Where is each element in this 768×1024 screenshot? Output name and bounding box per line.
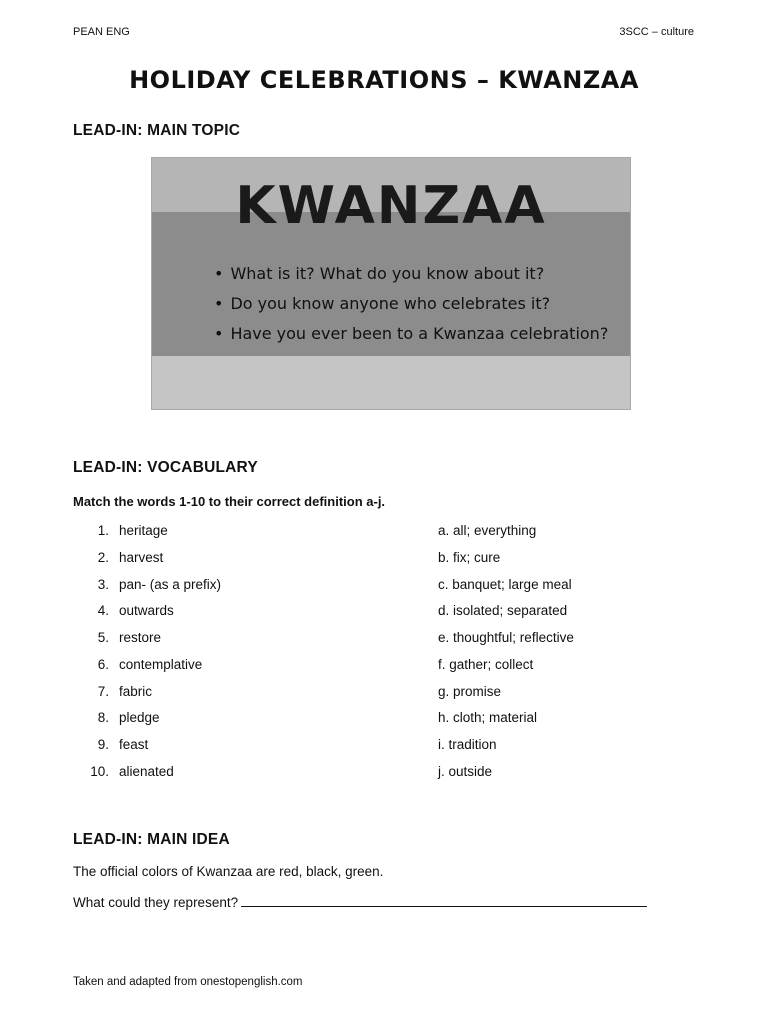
vocab-row — [73, 523, 633, 543]
word-number: 1. — [97, 523, 109, 538]
section-heading-main-idea: LEAD-IN: MAIN IDEA — [73, 831, 230, 848]
vocab-word: fabric — [119, 684, 153, 699]
main-idea-question-line — [73, 894, 647, 910]
word-number: 7. — [97, 684, 109, 699]
vocabulary-instruction: Match the words 1-10 to their correct definition a-j. — [73, 494, 386, 509]
banner-question: • What is it? What do you know about it? — [214, 262, 608, 292]
word-number: 2. — [97, 550, 109, 565]
vocab-definition: i. tradition — [438, 737, 497, 752]
vocab-word: pledge — [119, 710, 160, 725]
word-number: 4. — [97, 603, 109, 618]
header-right: 3SCC – culture — [619, 26, 694, 38]
word-number: 10. — [90, 764, 109, 779]
main-idea-statement: The official colors of Kwanzaa are red, black, green. — [73, 864, 384, 879]
vocab-word: pan- (as a prefix) — [119, 577, 222, 592]
vocab-definition: c. banquet; large meal — [438, 577, 572, 592]
banner-heading: KWANZAA — [235, 176, 547, 236]
word-number: 5. — [97, 630, 109, 645]
vocab-row — [73, 603, 633, 623]
vocab-row — [73, 657, 633, 677]
vocab-definition: a. all; everything — [438, 523, 537, 538]
word-number: 3. — [97, 577, 109, 592]
kwanzaa-banner-image — [151, 157, 631, 410]
header-left: PEAN ENG — [73, 26, 130, 38]
vocab-definition: g. promise — [438, 684, 502, 699]
vocab-definition: b. fix; cure — [438, 550, 501, 565]
vocab-row — [73, 550, 633, 570]
vocab-row — [73, 710, 633, 730]
vocab-word: contemplative — [119, 657, 203, 672]
vocab-row — [73, 764, 633, 784]
word-number: 6. — [97, 657, 109, 672]
vocab-definition: j. outside — [438, 764, 493, 779]
vocab-row — [73, 577, 633, 597]
section-heading-vocabulary: LEAD-IN: VOCABULARY — [73, 459, 258, 476]
vocab-row — [73, 737, 633, 757]
vocab-definition: f. gather; collect — [438, 657, 534, 672]
vocab-row — [73, 630, 633, 650]
vocab-word: restore — [119, 630, 162, 645]
page-title: HOLIDAY CELEBRATIONS – KWANZAA — [129, 66, 639, 94]
section-heading-main-topic: LEAD-IN: MAIN TOPIC — [73, 122, 241, 139]
vocab-word: outwards — [119, 603, 174, 618]
vocab-row — [73, 684, 633, 704]
main-idea-question: What could they represent? — [73, 895, 239, 910]
vocab-word: alienated — [119, 764, 174, 779]
vocab-definition: d. isolated; separated — [438, 603, 568, 618]
word-number: 9. — [97, 737, 109, 752]
vocab-definition: h. cloth; material — [438, 710, 538, 725]
vocabulary-matching-list — [73, 520, 633, 790]
word-number: 8. — [97, 710, 109, 725]
banner-question-list — [214, 262, 608, 352]
banner-question: • Have you ever been to a Kwanzaa celebration? — [214, 322, 608, 352]
source-credit: Taken and adapted from onestopenglish.com — [73, 976, 303, 988]
vocab-word: harvest — [119, 550, 164, 565]
vocab-word: feast — [119, 737, 149, 752]
vocab-word: heritage — [119, 523, 168, 538]
vocab-definition: e. thoughtful; reflective — [438, 630, 574, 645]
answer-blank[interactable] — [241, 894, 647, 907]
banner-question: • Do you know anyone who celebrates it? — [214, 292, 608, 322]
